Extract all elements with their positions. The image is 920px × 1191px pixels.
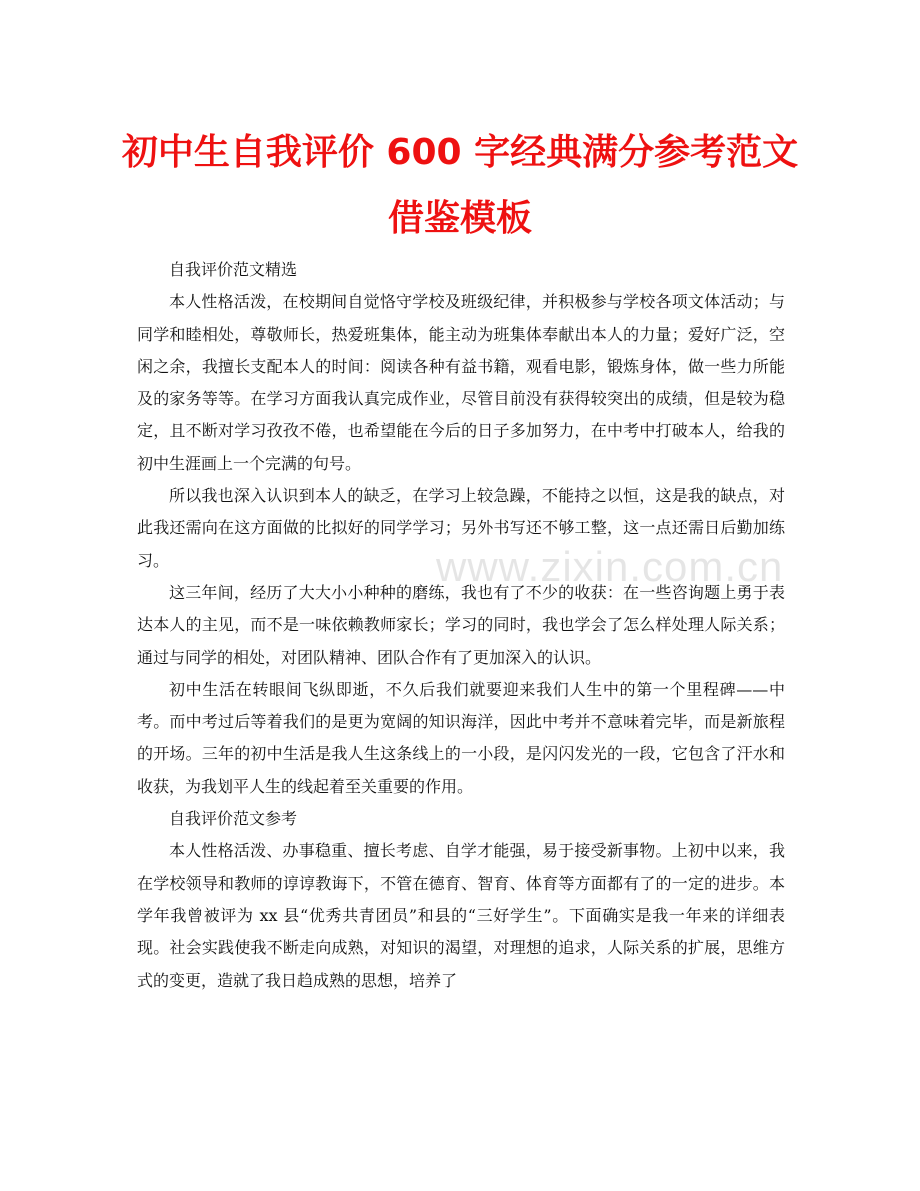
title-line-1: 初中生自我评价 600 字经典满分参考范文: [121, 132, 799, 173]
paragraph: 本人性格活泼，在校期间自觉恪守学校及班级纪律，并积极参与学校各项文体活动；与同学和睦相处，尊敬师长，热爱班集体，能主动为班集体奉献出本人的力量；爱好广泛，空闲之余，我擅长支配本人的时间：阅读各种有益书籍，观看电影，锻炼身体，做一些力所能及的家务等等。在学习方面我认真完成作业，尽管目前没有获得较突出的成绩，但是较为稳定，且不断对学习孜孜不倦，也希望能在今后的日子多加努力，在中考中打破本人，给我的初中生涯画上一个完满的句号。: [137, 292, 785, 473]
document-title: [0, 120, 920, 252]
title-line-2: 借鉴模板: [387, 198, 532, 239]
section-heading: 自我评价范文精选: [169, 260, 298, 279]
paragraph: 初中生活在转眼间飞纵即逝，不久后我们就要迎来我们人生中的第一个里程碑——中考。而中考过后等着我们的是更为宽阔的知识海洋，因此中考并不意味着完毕，而是新旅程的开场。三年的初中生活是我人生这条线上的一小段，是闪闪发光的一段，它包含了汗水和收获，为我划平人生的线起着至关重要的作用。: [137, 679, 785, 796]
paragraph: 这三年间，经历了大大小小种种的磨练，我也有了不少的收获：在一些咨询题上勇于表达本人的主见，而不是一味依赖教师家长；学习的同时，我也学会了怎么样处理人际关系；通过与同学的相处，对团队精神、团队合作有了更加深入的认识。: [137, 582, 785, 667]
paragraph: 本人性格活泼、办事稳重、擅长考虑、自学才能强，易于接受新事物。上初中以来，我在学校领导和教师的谆谆教诲下，不管在德育、智育、体育等方面都有了的一定的进步。本学年我曾被评为 xx 县“优秀共青团员”和县的“三好学生”。下面确实是我一年来的详细表现。社会实践使我不断走向成熟，对知识的渴望，对理想的追求，人际关系的扩展，思维方式的变更，造就了我日趋成熟的思想，培养了: [137, 841, 785, 990]
document-body: [137, 254, 785, 997]
section-heading: 自我评价范文参考: [169, 809, 298, 829]
paragraph: 所以我也深入认识到本人的缺乏，在学习上较急躁，不能持之以恒，这是我的缺点，对此我还需向在这方面做的比拟好的同学学习；另外书写还不够工整，这一点还需日后勤加练习。: [137, 486, 785, 570]
watermark: www.zixin.com.cn: [436, 543, 784, 590]
